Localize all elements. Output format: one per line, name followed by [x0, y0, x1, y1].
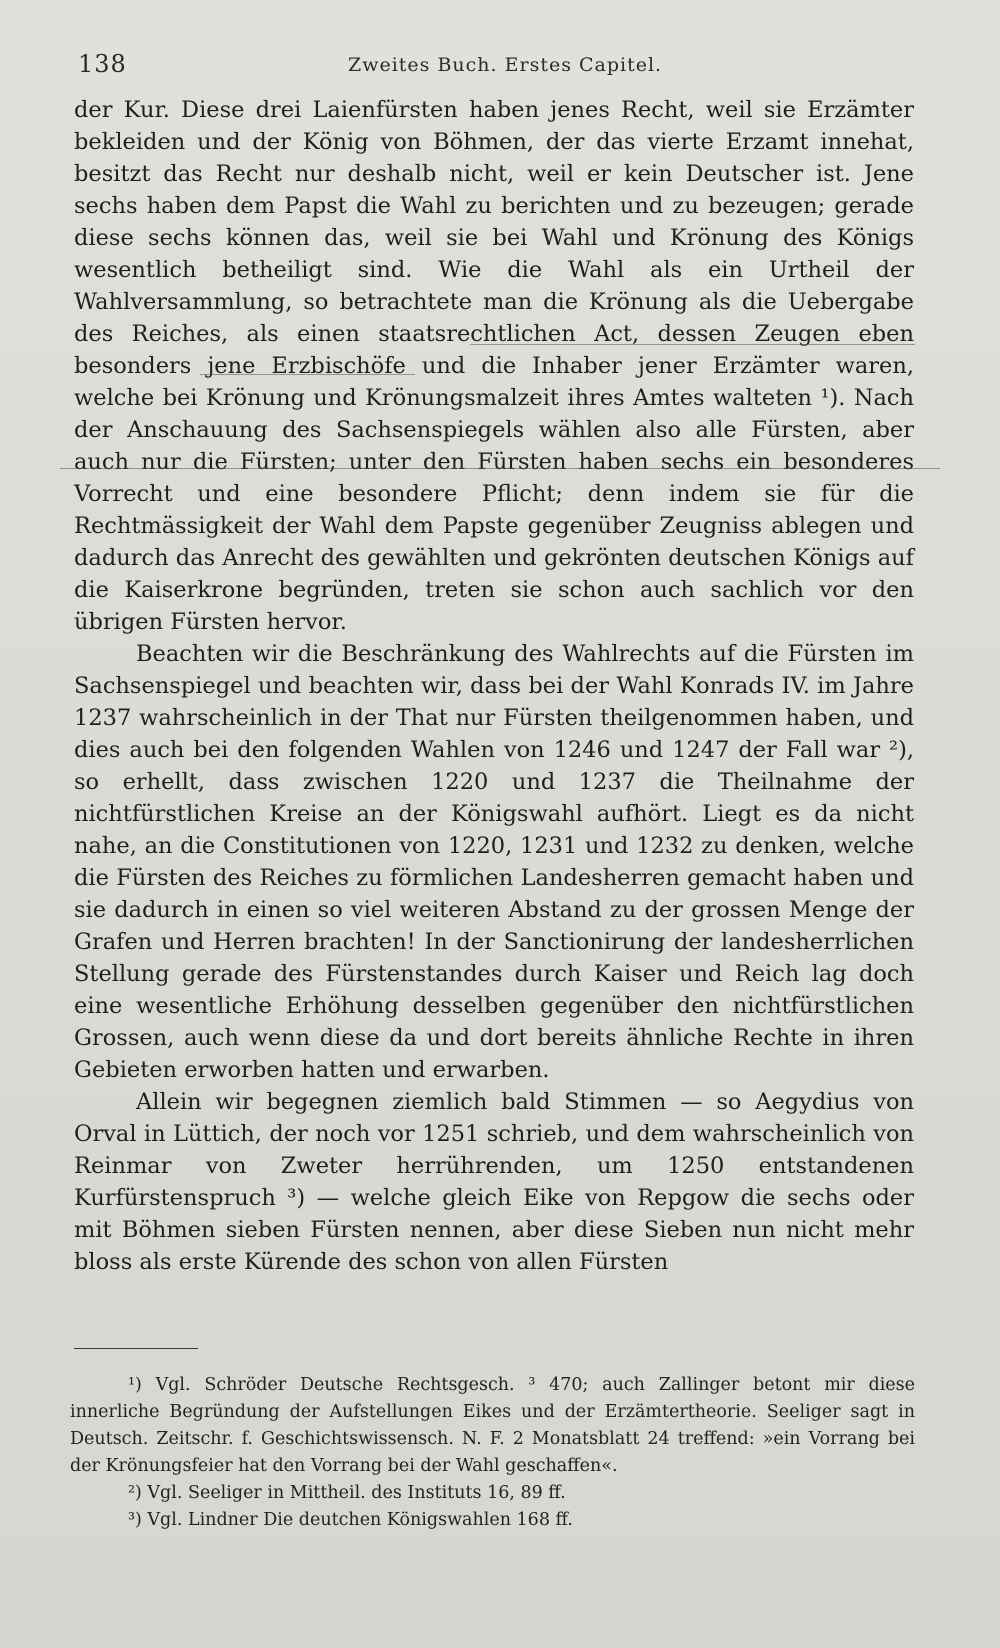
paragraph-3: Allein wir begegnen ziemlich bald Stimmen — so Aegydius von Orval in Lüttich, der noch vor 1251 schrieb, und dem wahrscheinlich von Reinmar von Zweter herrührenden, um 1250 entstandenen Kurfürstenspruch ³) — welche gleich Eike von Repgow die sechs oder mit Böhmen sieben Fürsten nennen, aber diese Sieben nun nicht mehr bloss als erste Kürende des schon von allen Fürsten	[74, 1089, 914, 1275]
page-header	[78, 50, 923, 82]
footnotes	[70, 1372, 915, 1534]
footnote-separator	[74, 1348, 198, 1349]
pencil-underline	[200, 374, 415, 375]
pencil-underline	[60, 468, 940, 469]
pencil-underline	[470, 344, 915, 345]
footnote-2: ²) Vgl. Seeliger in Mittheil. des Instituts 16, 89 ff.	[128, 1483, 566, 1503]
paragraph-1: der Kur. Diese drei Laienfürsten haben jenes Recht, weil sie Erzämter bekleiden und der König von Böhmen, der das vierte Erzamt innehat, besitzt das Recht nur deshalb nicht, weil er kein Deutscher ist. Jene sechs haben dem Papst die Wahl zu berichten und zu bezeugen; gerade diese sechs können das, weil sie bei Wahl und Krönung des Königs wesentlich betheiligt sind. Wie die Wahl als ein Urtheil der Wahlversammlung, so betrachtete man die Krönung als die Uebergabe des Reiches, als einen staatsrechtlichen Act, dessen Zeugen eben besonders jene Erzbischöfe und die Inhaber jener Erzämter waren, welche bei Krönung und Krönungsmalzeit ihres Amtes walteten ¹). Nach der Anschauung des Sachsenspiegels wählen also alle Fürsten, aber auch nur die Fürsten; unter den Fürsten haben sechs ein besonderes Vorrecht und eine besondere Pflicht; denn indem sie für die Rechtmässigkeit der Wahl dem Papste gegenüber Zeugniss ablegen und dadurch das Anrecht des gewählten und gekrönten deutschen Königs auf die Kaiserkrone begründen, treten sie schon auch sachlich vor den übrigen Fürsten hervor.	[74, 97, 914, 635]
paragraph-2: Beachten wir die Beschränkung des Wahlrechts auf die Fürsten im Sachsenspiegel und beachten wir, dass bei der Wahl Konrads IV. im Jahre 1237 wahrscheinlich in der That nur Fürsten theilgenommen haben, und dies auch bei den folgenden Wahlen von 1246 und 1247 der Fall war ²), so erhellt, dass zwischen 1220 und 1237 die Theilnahme der nichtfürstlichen Kreise an der Königswahl aufhört. Liegt es da nicht nahe, an die Constitutionen von 1220, 1231 und 1232 zu denken, welche die Fürsten des Reiches zu förmlichen Landesherren gemacht haben und sie dadurch in einen so viel weiteren Abstand zu der grossen Menge der Grafen und Herren brachten! In der Sanctionirung der landesherrlichen Stellung gerade des Fürstenstandes durch Kaiser und Reich lag doch eine wesentliche Erhöhung desselben gegenüber den nichtfürstlichen Grossen, auch wenn diese da und dort bereits ähnliche Rechte in ihren Gebieten erworben hatten und erwarben.	[74, 641, 914, 1083]
footnote-3: ³) Vgl. Lindner Die deutchen Königswahlen 168 ff.	[128, 1510, 573, 1530]
footnote-1: ¹) Vgl. Schröder Deutsche Rechtsgesch. ³ 470; auch Zallinger betont mir diese innerliche Begründung der Aufstellungen Eikes und der Erzämtertheorie. Seeliger sagt in Deutsch. Zeitschr. f. Geschichtswissensch. N. F. 2 Monatsblatt 24 treffend: »ein Vorrang bei der Krönungsfeier hat den Vorrang bei der Wahl geschaffen«.	[70, 1375, 915, 1476]
page-number: 138	[78, 50, 127, 78]
running-head: Zweites Buch. Erstes Capitel.	[348, 54, 663, 76]
main-text	[74, 94, 914, 1278]
